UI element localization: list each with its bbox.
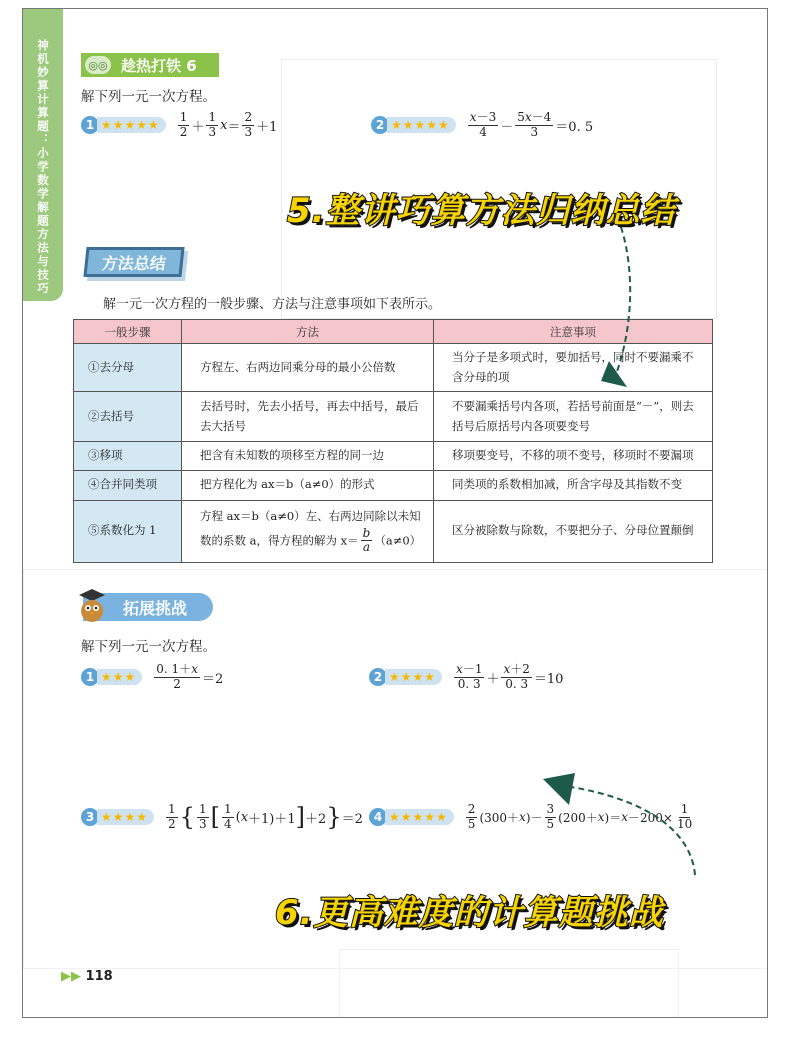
callout-arrows <box>23 9 768 1018</box>
binoculars-icon: ◎◎ <box>85 56 111 74</box>
step-cell: ①去分母 <box>74 344 182 392</box>
instruction-text: 解下列一元一次方程。 <box>81 89 216 105</box>
problem-number: 1 <box>81 668 99 686</box>
method-cell: 把方程化为 ax＝b（a≠0）的形式 <box>182 470 434 500</box>
callout-summary: 5.整讲巧算方法归纳总结 <box>287 191 676 231</box>
arrow-head-icon <box>543 773 575 805</box>
equation: $\frac{x-3}{4}$ － $\frac{5x-4}{3}$ ＝0. 5 <box>469 109 594 139</box>
note-cell: 区分被除数与除数，不要把分子、分母位置颠倒 <box>434 500 713 562</box>
problem-number: 2 <box>371 116 389 134</box>
equation: $\frac{1}{2}$ { $\frac{1}{3}$ [ $\frac{1}{4}$ ( x ＋1)＋1 ] ＋2 } ＝2 <box>168 801 363 831</box>
dashed-arrow-line <box>571 787 695 875</box>
double-arrow-icon: ▶▶ <box>61 969 81 984</box>
section-title: 方法总结 <box>100 253 167 273</box>
note-cell: 移项要变号，不移的项不变号，移项时不要漏项 <box>434 442 713 471</box>
section-title: 趁热打铁 6 <box>121 56 197 75</box>
difficulty-stars: ★★★★★ <box>387 117 456 133</box>
column-header: 方法 <box>182 320 434 344</box>
equation: $\frac{0. 1+x}{2}$ ＝2 <box>156 661 224 691</box>
step-cell: ③移项 <box>74 442 182 471</box>
note-cell: 不要漏乘括号内各项，若括号前面是“－”，则去括号后原括号内各项要变号 <box>434 392 713 442</box>
book-page <box>22 8 768 1018</box>
problem-number: 3 <box>81 808 99 826</box>
page-number <box>61 969 113 984</box>
fraction-b-over-a: $\frac{b}{a}$ <box>362 525 371 555</box>
section-title: 拓展挑战 <box>123 598 188 618</box>
difficulty-stars: ★★★ <box>97 669 142 685</box>
column-header: 注意事项 <box>434 320 713 344</box>
note-cell: 同类项的系数相加减，所含字母及其指数不变 <box>434 470 713 500</box>
problem-number: 2 <box>369 668 387 686</box>
difficulty-stars: ★★★★★ <box>385 809 454 825</box>
difficulty-stars: ★★★★ <box>385 669 442 685</box>
method-cell: 把含有未知数的项移至方程的同一边 <box>182 442 434 471</box>
intro-text: 解一元一次方程的一般步骤、方法与注意事项如下表所示。 <box>103 297 442 312</box>
dashed-arrow-line <box>615 227 630 377</box>
method-text: 方程 ax＝b（a≠0）左、右两边同除以未知数的系数 a，得方程的解为 x＝ <box>200 509 421 547</box>
note-cell: 当分子是多项式时，要加括号，同时不要漏乘不含分母的项 <box>434 344 713 392</box>
method-cell: 方程左、右两边同乘分母的最小公倍数 <box>182 344 434 392</box>
method-cell: 去括号时，先去小括号，再去中括号，最后去大括号 <box>182 392 434 442</box>
page-number-value: 118 <box>85 969 113 984</box>
equation: $\frac{1}{2}$ ＋ $\frac{1}{3}$ x ＝ $\frac{2}{3}$ ＋1 <box>179 109 278 139</box>
difficulty-stars: ★★★★★ <box>97 117 166 133</box>
step-cell: ④合并同类项 <box>74 470 182 500</box>
step-cell: ⑤系数化为 1 <box>74 500 182 562</box>
equation: $\frac{2}{5}$ (300＋ x )－ $\frac{3}{5}$ (200＋ x )＝ x －200× $\frac{1}{10}$ <box>467 801 693 831</box>
arrow-head-icon <box>601 361 627 387</box>
equation: $\frac{x-1}{0. 3}$ ＋ $\frac{x+2}{0. 3}$ ＝10 <box>456 661 564 691</box>
column-header: 一般步骤 <box>74 320 182 344</box>
sidebar-title: 神机妙算计算题：小学数学解题方法与技巧 <box>36 39 50 296</box>
problem-number: 4 <box>369 808 387 826</box>
problem-number: 1 <box>81 116 99 134</box>
step-cell: ②去括号 <box>74 392 182 442</box>
method-text: （a≠0） <box>374 532 422 547</box>
callout-challenge: 6.更高难度的计算题挑战 <box>275 893 664 933</box>
instruction-text: 解下列一元一次方程。 <box>81 639 216 655</box>
difficulty-stars: ★★★★ <box>97 809 154 825</box>
